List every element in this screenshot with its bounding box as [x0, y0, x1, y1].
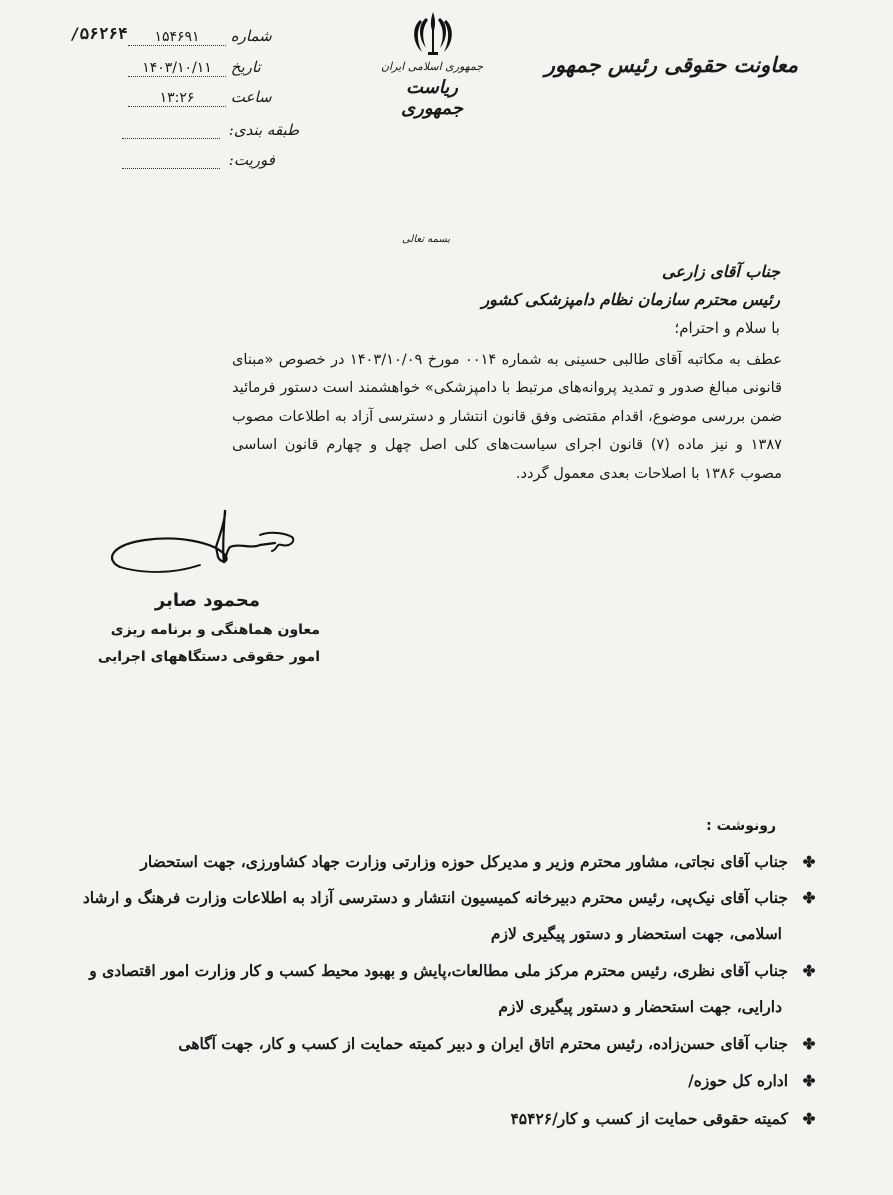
bullet-icon: ✤ [802, 1110, 816, 1128]
cc-item [510, 1109, 820, 1128]
cc-heading: رونوشت : [706, 818, 776, 834]
cc-item-text: کمیته حقوقی حمایت از کسب و کار/۴۵۴۲۶ [510, 1109, 788, 1128]
time-value: ۱۳:۲۶ [128, 90, 226, 107]
cc-item [688, 1071, 820, 1090]
urgency-label: فوریت: [228, 151, 275, 169]
date-value: ۱۴۰۳/۱۰/۱۱ [128, 60, 226, 77]
classification-label: طبقه بندی: [228, 121, 300, 139]
office-title: معاونت حقوقی رئیس جمهور [544, 52, 798, 77]
cc-item [140, 852, 820, 871]
cc-item [83, 888, 820, 907]
classification-field [122, 121, 299, 139]
date-field [128, 58, 261, 77]
bullet-icon: ✤ [802, 853, 816, 871]
emblem-icon [408, 8, 458, 58]
cc-item [178, 1034, 820, 1053]
bullet-icon: ✤ [802, 1072, 816, 1090]
bullet-icon: ✤ [802, 962, 816, 980]
number-value: ۱۵۴۶۹۱ [128, 29, 226, 46]
emblem-caption: جمهوری اسلامی ایران [380, 60, 484, 73]
cc-item-text: جناب آقای حسن‌زاده، رئیس محترم اتاق ایران و دبیر کمیته حمایت از کسب و کار، جهت آگاهی [178, 1034, 788, 1053]
cc-item [89, 961, 820, 980]
cc-item-text: اداره کل حوزه/ [688, 1071, 788, 1090]
signatory-name: محمود صابر [154, 590, 260, 611]
stamp-number: ۵۶۲۶۴/ [70, 24, 128, 43]
cc-item-continuation: دارایی، جهت استحضار و دستور پیگیری لازم [498, 997, 782, 1016]
letter-body: عطف به مکاتبه آقای طالبی حسینی به شماره ۰۰۱۴ مورخ ۱۴۰۳/۱۰/۰۹ در خصوص «مبنای قانونی مبالغ صدور و تمدید پروانه‌های مرتبط با دامپزشکی» خواهشمند است دستور فرمائید ضمن بررسی موضوع، اقدام مقتضی وفق قانون انتشار و دسترسی آزاد به اطلاعات مصوب ۱۳۸۷ و نیز ماده (۷) قانون اجرای سیاست‌های کلی اصل چهل و چهارم قانون اساسی مصوب ۱۳۸۶ با اصلاحات بعدی معمول گردد. [232, 351, 782, 482]
handwritten-signature [100, 505, 330, 590]
number-field [128, 27, 272, 46]
bullet-icon: ✤ [802, 1035, 816, 1053]
bullet-icon: ✤ [802, 889, 816, 907]
time-field [128, 88, 272, 107]
classification-line [122, 124, 220, 139]
urgency-field [122, 151, 275, 169]
time-label: ساعت [230, 88, 272, 106]
cc-item-text: جناب آقای نیک‌پی، رئیس محترم دبیرخانه کمیسیون انتشار و دسترسی آزاد به اطلاعات وزارت فرهنگ و ارشاد [82, 888, 788, 907]
presidency-title: ریاست جمهوری [401, 77, 463, 119]
date-label: تاریخ [230, 58, 261, 76]
cc-item-text: جناب آقای نجاتی، مشاور محترم وزیر و مدیرکل حوزه وزارتی وزارت جهاد کشاورزی، جهت استحضار [140, 852, 788, 871]
number-label: شماره [230, 27, 272, 45]
recipient-title: رئیس محترم سازمان نظام دامپزشکی کشور [481, 290, 780, 309]
cc-item-text: جناب آقای نظری، رئیس محترم مرکز ملی مطالعات،پایش و بهبود محیط کسب و کار وزارت امور اقتصادی و [89, 961, 788, 980]
cc-item-continuation: اسلامی، جهت استحضار و دستور پیگیری لازم [490, 924, 782, 943]
signatory-title-line2: امور حقوقی دستگاههای اجرایی [97, 649, 320, 665]
basmala: بسمه تعالی [401, 234, 451, 245]
greeting: با سلام و احترام؛ [674, 319, 780, 337]
recipient-name: جناب آقای زارعی [661, 262, 780, 281]
signatory-title-line1: معاون هماهنگی و برنامه ریزی [110, 622, 320, 638]
urgency-line [122, 154, 220, 169]
